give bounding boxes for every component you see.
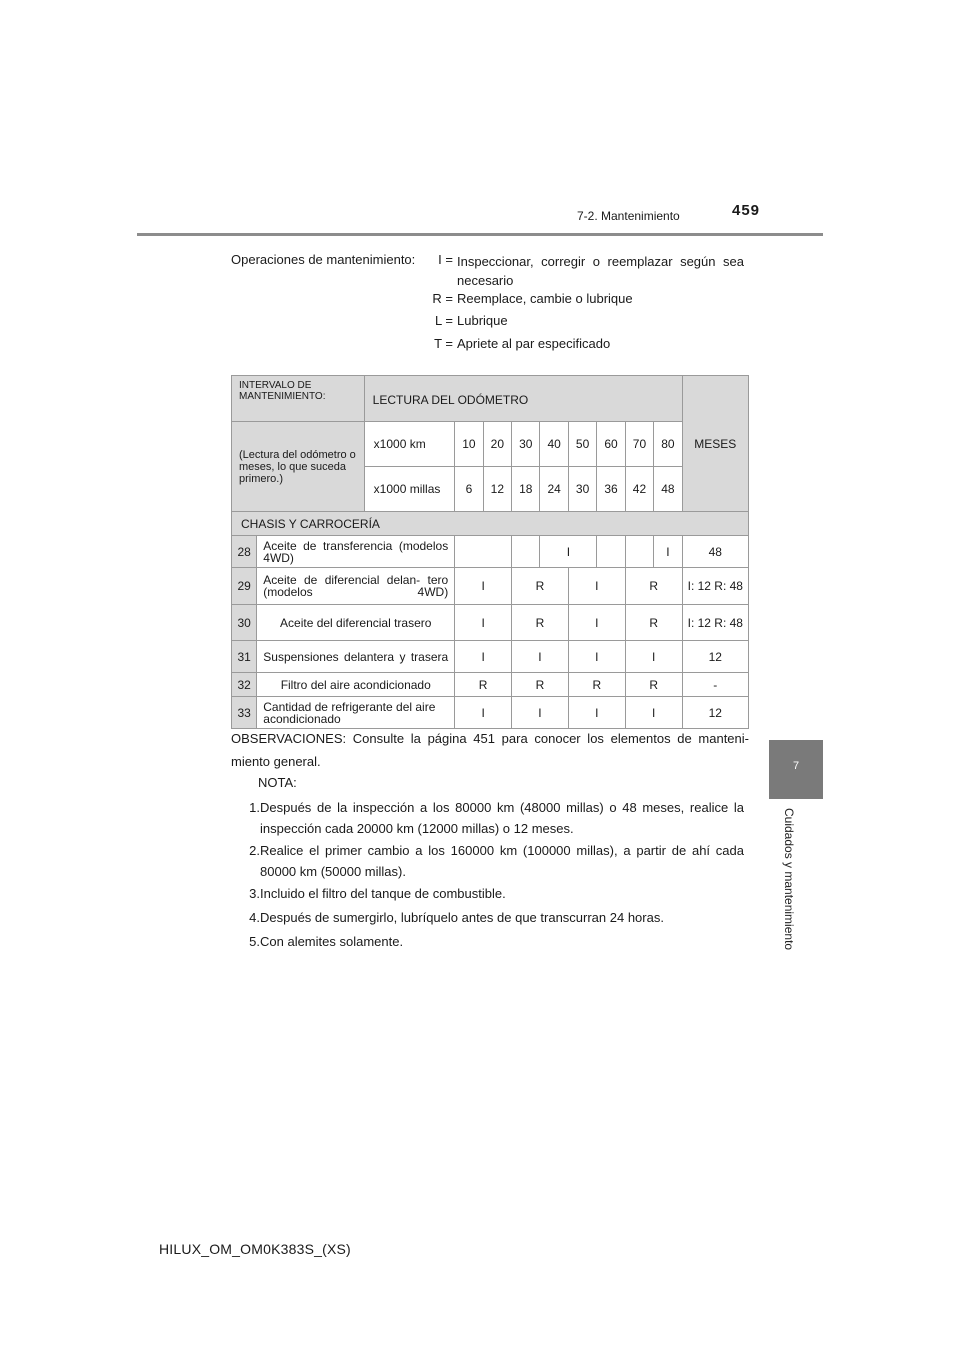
note-number: 1. <box>249 800 260 815</box>
note-number: 5. <box>249 934 260 949</box>
schedule-cell: R <box>625 673 682 697</box>
schedule-cell: I <box>512 697 569 729</box>
miles-value: 12 <box>483 467 511 512</box>
km-label: x1000 km <box>364 422 455 467</box>
schedule-cell: R <box>625 605 682 641</box>
table-row <box>232 641 749 673</box>
note-number: 3. <box>249 886 260 901</box>
miles-value: 6 <box>455 467 483 512</box>
km-value: 30 <box>512 422 540 467</box>
legend-text: Inspeccionar, corregir o reemplazar según sea necesario <box>457 254 744 288</box>
months-cell: 12 <box>682 697 748 729</box>
miles-value: 42 <box>625 467 653 512</box>
months-cell: 48 <box>682 536 748 568</box>
months-cell: I: 12 R: 48 <box>682 605 748 641</box>
chapter-label: Cuidados y mantenimiento <box>782 808 796 951</box>
schedule-cell: I <box>568 568 625 605</box>
odometer-label: LECTURA DEL ODÓMETRO <box>364 376 682 422</box>
item-description: Aceite de transferencia (modelos 4WD) <box>257 536 455 568</box>
schedule-cell: I <box>455 605 512 641</box>
legend-text: Reemplace, cambie o lubrique <box>457 291 633 306</box>
note-number: 4. <box>249 910 260 925</box>
km-value: 10 <box>455 422 483 467</box>
km-value: 50 <box>568 422 596 467</box>
km-value: 40 <box>540 422 568 467</box>
item-description: Aceite de diferencial delan- tero (modelos 4WD) <box>257 568 455 605</box>
miles-value: 36 <box>597 467 625 512</box>
note-text: Realice el primer cambio a los 160000 km (100000 millas), a partir de ahí cada 80000 km (50000 millas). <box>260 843 744 879</box>
schedule-cell <box>597 536 625 568</box>
document-code: HILUX_OM_OM0K383S_(XS) <box>159 1241 351 1257</box>
schedule-cell: I <box>455 568 512 605</box>
item-description: Cantidad de refrigerante del aire acondicionado <box>257 697 455 729</box>
schedule-cell <box>455 536 512 568</box>
legend-key: T = <box>434 336 453 351</box>
legend-key: I = <box>438 252 453 267</box>
schedule-cell: I <box>455 641 512 673</box>
note-title: NOTA: <box>258 775 297 790</box>
schedule-cell: I <box>654 536 682 568</box>
legend-key: L = <box>435 313 453 328</box>
months-cell: - <box>682 673 748 697</box>
page-number: 459 <box>732 202 761 219</box>
interval-label: INTERVALO DE MANTENIMIENTO: <box>232 376 365 422</box>
km-value: 60 <box>597 422 625 467</box>
km-value: 70 <box>625 422 653 467</box>
item-number: 29 <box>232 568 257 605</box>
table-row <box>232 673 749 697</box>
schedule-cell: I <box>568 697 625 729</box>
item-description: Suspensiones delantera y trasera <box>257 641 455 673</box>
schedule-cell: I <box>568 605 625 641</box>
miles-label: x1000 millas <box>364 467 455 512</box>
item-number: 32 <box>232 673 257 697</box>
km-value: 20 <box>483 422 511 467</box>
schedule-cell: R <box>512 673 569 697</box>
schedule-cell: I <box>512 641 569 673</box>
schedule-cell: R <box>455 673 512 697</box>
chapter-number: 7 <box>793 760 800 772</box>
miles-value: 24 <box>540 467 568 512</box>
schedule-cell <box>625 536 653 568</box>
miles-value: 30 <box>568 467 596 512</box>
schedule-cell: I <box>568 641 625 673</box>
section-title: 7-2. Mantenimiento <box>577 209 680 223</box>
note-number: 2. <box>249 843 260 858</box>
note-text: Incluido el filtro del tanque de combustible. <box>260 886 506 901</box>
months-header: MESES <box>682 376 748 512</box>
schedule-cell: I <box>625 697 682 729</box>
note-text: Después de sumergirlo, lubríquelo antes de que transcurran 24 horas. <box>260 910 664 925</box>
item-number: 28 <box>232 536 257 568</box>
miles-value: 18 <box>512 467 540 512</box>
item-number: 31 <box>232 641 257 673</box>
note-text: Con alemites solamente. <box>260 934 404 949</box>
section-heading: CHASIS Y CARROCERÍA <box>232 512 749 536</box>
schedule-cell: R <box>512 568 569 605</box>
maintenance-schedule-table <box>231 375 749 729</box>
schedule-cell: I <box>625 641 682 673</box>
item-number: 30 <box>232 605 257 641</box>
note-text: Después de la inspección a los 80000 km (48000 millas) o 48 meses, realice la inspección cada 20000 km (12000 millas) o 12 meses. <box>260 800 744 836</box>
table-row <box>232 605 749 641</box>
table-row <box>232 568 749 605</box>
observations-text: OBSERVACIONES: Consulte la página 451 para conocer los elementos de manteni- miento general. <box>231 731 749 769</box>
schedule-cell: R <box>625 568 682 605</box>
schedule-cell: R <box>512 605 569 641</box>
chapter-tab[interactable] <box>769 740 823 799</box>
table-row <box>232 697 749 729</box>
schedule-cell: R <box>568 673 625 697</box>
header-divider <box>137 233 823 236</box>
table-row <box>232 536 749 568</box>
legend-text: Apriete al par especificado <box>457 336 611 351</box>
schedule-cell <box>512 536 540 568</box>
condition-label: (Lectura del odómetro o meses, lo que suceda primero.) <box>232 422 365 512</box>
legend-key: R = <box>432 291 453 306</box>
months-cell: I: 12 R: 48 <box>682 568 748 605</box>
months-cell: 12 <box>682 641 748 673</box>
item-number: 33 <box>232 697 257 729</box>
item-description: Filtro del aire acondicionado <box>257 673 455 697</box>
km-value: 80 <box>654 422 682 467</box>
miles-value: 48 <box>654 467 682 512</box>
item-description: Aceite del diferencial trasero <box>257 605 455 641</box>
legend-text: Lubrique <box>457 313 508 328</box>
legend-title: Operaciones de mantenimiento: <box>231 252 416 267</box>
schedule-cell: I <box>540 536 597 568</box>
schedule-cell: I <box>455 697 512 729</box>
